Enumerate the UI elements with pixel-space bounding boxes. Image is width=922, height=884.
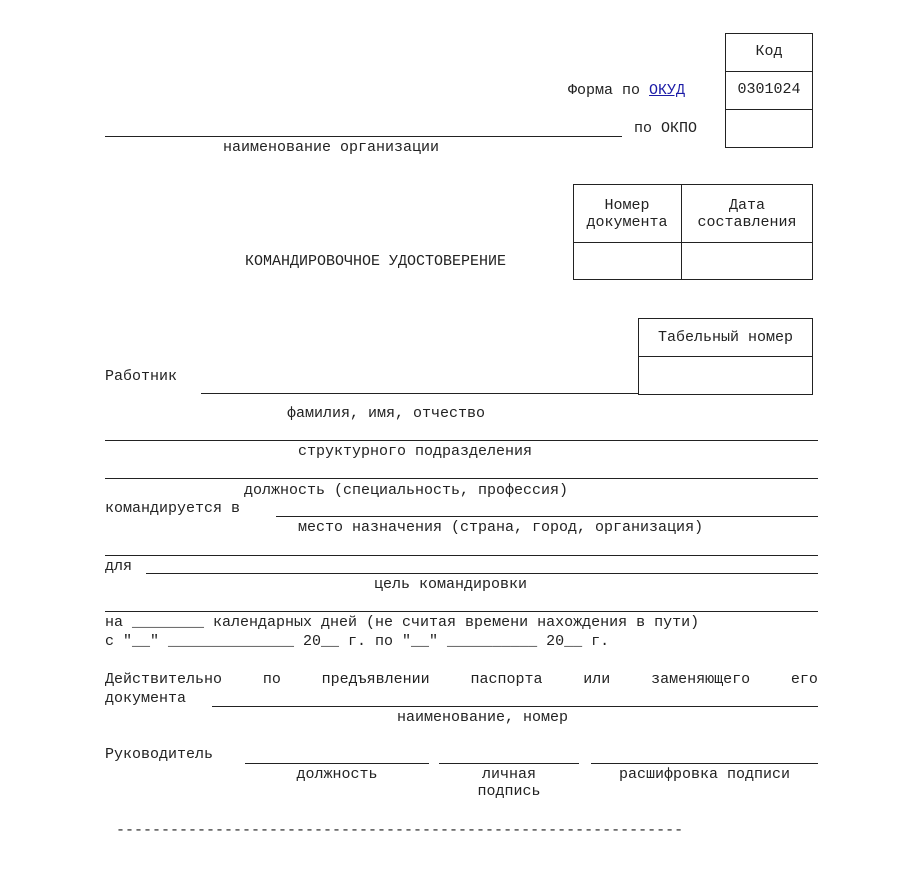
doc-date-header bbox=[681, 197, 813, 231]
head-signature-line[interactable] bbox=[439, 763, 579, 764]
structural-unit-line[interactable] bbox=[105, 440, 818, 441]
tabel-number-header: Табельный номер bbox=[657, 329, 794, 346]
doc-number-header-line1: Номер bbox=[604, 197, 650, 214]
code-divider-1 bbox=[725, 71, 813, 72]
forma-label bbox=[568, 82, 685, 99]
purpose-label: для bbox=[105, 558, 133, 575]
forma-prefix: Форма по bbox=[568, 82, 641, 99]
head-label: Руководитель bbox=[105, 746, 214, 763]
org-caption: наименование организации bbox=[223, 139, 440, 156]
id-document-caption: наименование, номер bbox=[397, 709, 569, 726]
kod-header: Код bbox=[755, 43, 783, 60]
validity-word: по bbox=[262, 671, 281, 688]
purpose-line-2[interactable] bbox=[105, 611, 818, 612]
fio-caption: фамилия, имя, отчество bbox=[287, 405, 486, 422]
id-document-line[interactable] bbox=[212, 706, 818, 707]
validity-word: или bbox=[583, 671, 611, 688]
doc-date-header-line1: Дата bbox=[728, 197, 765, 214]
duration-dates-line[interactable]: с "__" ______________ 20__ г. по "__" __________ 20__ г. bbox=[105, 633, 610, 650]
okpo-label: по ОКПО bbox=[634, 120, 698, 137]
destination-line[interactable] bbox=[276, 516, 818, 517]
signature-caption-line2: подпись bbox=[477, 783, 541, 800]
sent-to-label: командируется в bbox=[105, 500, 241, 517]
position-line[interactable] bbox=[105, 478, 818, 479]
cut-line: --------------------------------------------------------------- bbox=[116, 822, 684, 839]
validity-word: его bbox=[790, 671, 818, 688]
document-label: документа bbox=[105, 690, 187, 707]
purpose-line[interactable] bbox=[146, 573, 818, 574]
destination-line-2[interactable] bbox=[105, 555, 818, 556]
employee-label: Работник bbox=[105, 368, 178, 385]
structural-unit-caption: структурного подразделения bbox=[298, 443, 533, 460]
validity-word: Действительно bbox=[105, 671, 223, 688]
okud-link[interactable]: ОКУД bbox=[649, 82, 686, 99]
head-decoding-caption: расшифровка подписи bbox=[618, 766, 791, 783]
validity-word: предъявлении bbox=[321, 671, 430, 688]
org-name-line[interactable] bbox=[105, 136, 622, 137]
signature-caption-line1: личная bbox=[481, 766, 536, 783]
destination-caption: место назначения (страна, город, организация) bbox=[298, 519, 704, 536]
okud-code: 0301024 bbox=[737, 81, 801, 98]
doc-date-header-line2: составления bbox=[697, 214, 797, 231]
tabel-number-cell[interactable] bbox=[639, 357, 812, 394]
validity-word: паспорта bbox=[470, 671, 543, 688]
code-divider-2 bbox=[725, 109, 813, 110]
duration-days-line[interactable]: на ________ календарных дней (не считая времени нахождения в пути) bbox=[105, 614, 700, 631]
head-position-caption: должность bbox=[296, 766, 378, 783]
validity-line bbox=[105, 671, 818, 688]
position-caption: должность (специальность, профессия) bbox=[244, 482, 569, 499]
doc-number-cell[interactable] bbox=[574, 243, 680, 279]
validity-word: заменяющего bbox=[651, 671, 751, 688]
doc-number-header-line2: документа bbox=[586, 214, 668, 231]
employee-fio-line[interactable] bbox=[201, 393, 638, 394]
doc-date-cell[interactable] bbox=[682, 243, 812, 279]
doc-number-header bbox=[573, 197, 681, 231]
head-position-line[interactable] bbox=[245, 763, 429, 764]
document-title: КОМАНДИРОВОЧНОЕ УДОСТОВЕРЕНИЕ bbox=[245, 253, 507, 270]
head-signature-caption bbox=[439, 766, 579, 800]
purpose-caption: цель командировки bbox=[374, 576, 528, 593]
head-decoding-line[interactable] bbox=[591, 763, 818, 764]
